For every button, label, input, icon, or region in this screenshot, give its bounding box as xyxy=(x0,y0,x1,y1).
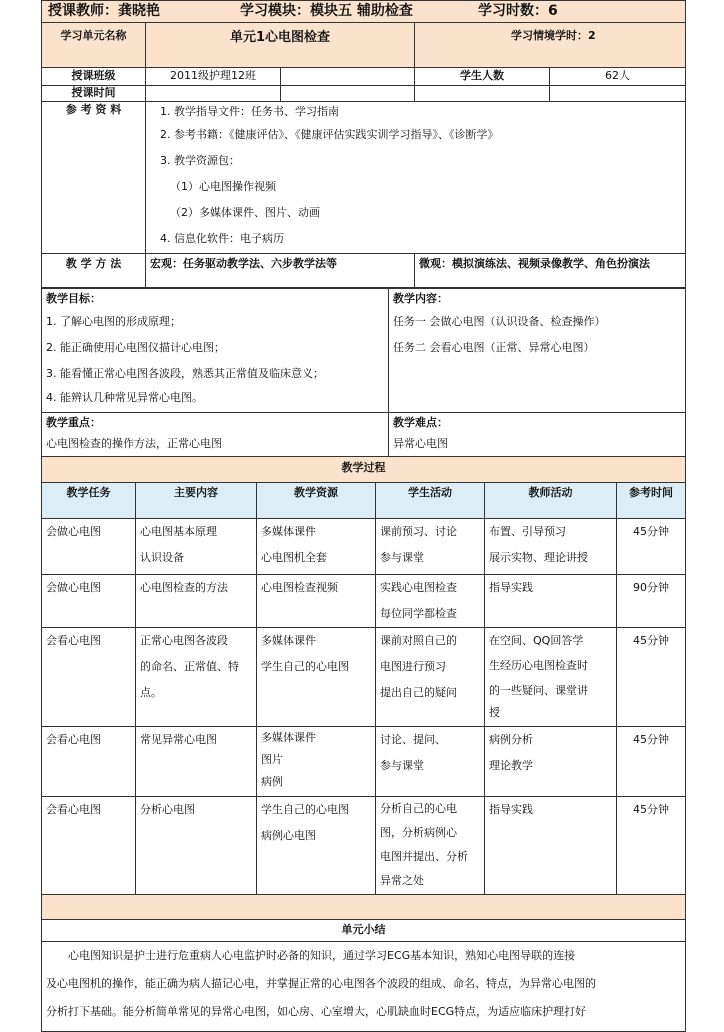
situation-hours: 学习情境学时：2 xyxy=(415,23,686,68)
col-header-content: 主要内容 xyxy=(136,483,257,519)
document-header-bar xyxy=(41,0,686,23)
refs-item: 1. 教学指导文件：任务书、学习指南 xyxy=(160,105,339,118)
row-student-line: 实践心电图检查 xyxy=(380,581,457,594)
content-title: 教学内容： xyxy=(393,292,448,305)
row-teacher xyxy=(485,519,617,575)
row-resource-line: 心电图机全套 xyxy=(261,551,327,564)
row-task: 会看心电图 xyxy=(42,797,136,895)
row-student xyxy=(376,797,485,895)
row-student xyxy=(376,727,485,797)
row-time: 45分钟 xyxy=(617,519,686,575)
row-student-line: 参与课堂 xyxy=(380,759,424,772)
row-teacher-line: 的一些疑问、课堂讲 xyxy=(489,684,588,697)
row-student xyxy=(376,575,485,628)
process-footer-band xyxy=(42,895,686,920)
table-row xyxy=(42,628,686,727)
row-teacher-line: 布置、引导预习 xyxy=(489,525,566,538)
row-student-line: 讨论、提问、 xyxy=(380,733,446,746)
module-label: 学习模块：模块五 辅助检查 xyxy=(240,3,413,19)
row-student-line: 电图进行预习 xyxy=(380,660,446,673)
row-teacher-line: 在空间、QQ回答学 xyxy=(489,634,584,647)
method-macro: 宏观：任务驱动教学法、六步教学法等 xyxy=(146,254,415,288)
teaching-process-table xyxy=(41,456,686,1032)
summary-body xyxy=(42,942,686,1032)
col-header-student: 学生活动 xyxy=(376,483,485,519)
row-time: 45分钟 xyxy=(617,797,686,895)
row-content-line: 点。 xyxy=(140,686,162,699)
row-resource-line: 病例心电图 xyxy=(261,829,316,842)
row-resource-line: 多媒体课件 xyxy=(261,634,316,647)
row-resources xyxy=(257,575,376,628)
table-row xyxy=(42,797,686,895)
row-content-line: 心电图检查的方法 xyxy=(140,581,228,594)
row-content-line: 正常心电图各波段 xyxy=(140,634,228,647)
row-teacher xyxy=(485,575,617,628)
row-resources xyxy=(257,727,376,797)
refs-item: 4. 信息化软件：电子病历 xyxy=(160,232,284,245)
row-resource-line: 学生自己的心电图 xyxy=(261,803,349,816)
row-content-line: 的命名、正常值、特 xyxy=(140,660,239,673)
row-teacher-line: 理论教学 xyxy=(489,759,533,772)
key-text: 心电图检查的操作方法，正常心电图 xyxy=(46,437,222,450)
refs-list xyxy=(146,102,686,254)
table-row xyxy=(42,727,686,797)
unit-name: 单元1心电图检查 xyxy=(146,23,415,68)
row-resources xyxy=(257,519,376,575)
col-header-teacher: 教师活动 xyxy=(485,483,617,519)
objective-item: 4. 能辨认几种常见异常心电图。 xyxy=(46,391,203,404)
row-student-line: 分析自己的心电 xyxy=(380,802,457,815)
row-task: 会做心电图 xyxy=(42,519,136,575)
row-resource-line: 多媒体课件 xyxy=(261,525,316,538)
difficult-point-cell xyxy=(389,413,686,457)
class-label: 授课班级 xyxy=(42,68,146,86)
row-resource-line: 病例 xyxy=(261,775,283,788)
time-label: 授课时间 xyxy=(42,86,146,102)
refs-label: 参 考 资 料 xyxy=(42,102,146,254)
row-student-line: 电图并提出、分析 xyxy=(380,850,468,863)
row-teacher-line: 授 xyxy=(489,706,500,719)
method-micro: 微观：模拟演练法、视频录像教学、角色扮演法 xyxy=(415,254,686,288)
summary-line: 心电图知识是护士进行危重病人心电监护时必备的知识，通过学习ECG基本知识，熟知心电图导联的连接 xyxy=(68,949,576,962)
summary-title: 单元小结 xyxy=(42,920,686,942)
method-label: 教 学 方 法 xyxy=(42,254,146,288)
table-row xyxy=(42,519,686,575)
students-label: 学生人数 xyxy=(415,68,550,86)
row-resource-line: 心电图检查视频 xyxy=(261,581,338,594)
row-content-line: 分析心电图 xyxy=(140,803,195,816)
row-teacher-line: 指导实践 xyxy=(489,581,533,594)
objective-item: 2. 能正确使用心电图仪描计心电图； xyxy=(46,341,225,354)
row-resource-line: 图片 xyxy=(261,753,283,766)
row-student xyxy=(376,628,485,727)
row-teacher-line: 病例分析 xyxy=(489,733,533,746)
row-resource-line: 多媒体课件 xyxy=(261,731,316,744)
row-content xyxy=(136,727,257,797)
objective-item: 1. 了解心电图的形成原理； xyxy=(46,315,181,328)
row-teacher-line: 指导实践 xyxy=(489,803,533,816)
row-content xyxy=(136,519,257,575)
table-row xyxy=(42,575,686,628)
hours-label: 学习时数：6 xyxy=(478,3,558,19)
row-time: 45分钟 xyxy=(617,628,686,727)
summary-line: 及心电图机的操作，能正确为病人描记心电，并掌握正常的心电图各个波段的组成、命名、特点，为异常心电图的 xyxy=(46,977,596,990)
row-teacher xyxy=(485,797,617,895)
objectives-title: 教学目标： xyxy=(46,292,101,305)
class-value: 2011级护理12班 xyxy=(146,68,281,86)
row-student-line: 提出自己的疑问 xyxy=(380,686,457,699)
unit-name-label: 学习单元名称 xyxy=(42,23,146,68)
row-resources xyxy=(257,797,376,895)
row-student-line: 课前预习、讨论 xyxy=(380,525,457,538)
content-item: 任务一 会做心电图（认识设备、检查操作） xyxy=(393,315,606,328)
row-content xyxy=(136,797,257,895)
process-title: 教学过程 xyxy=(42,457,686,483)
row-content-line: 心电图基本原理 xyxy=(140,525,217,538)
row-time: 45分钟 xyxy=(617,727,686,797)
teaching-goals-table xyxy=(41,288,686,457)
row-student-line: 参与课堂 xyxy=(380,551,424,564)
objectives-cell xyxy=(42,289,389,413)
row-student-line: 每位同学都检查 xyxy=(380,607,457,620)
row-student-line: 异常之处 xyxy=(380,874,424,887)
teacher-label: 授课教师：龚晓艳 xyxy=(48,3,160,19)
row-content xyxy=(136,628,257,727)
row-resources xyxy=(257,628,376,727)
row-teacher xyxy=(485,727,617,797)
content-cell xyxy=(389,289,686,413)
col-header-time: 参考时间 xyxy=(617,483,686,519)
row-student xyxy=(376,519,485,575)
col-header-resources: 教学资源 xyxy=(257,483,376,519)
row-task: 会看心电图 xyxy=(42,628,136,727)
row-teacher-line: 展示实物、理论讲授 xyxy=(489,551,588,564)
difficult-text: 异常心电图 xyxy=(393,437,448,450)
row-content-line: 认识设备 xyxy=(140,551,184,564)
row-content xyxy=(136,575,257,628)
col-header-task: 教学任务 xyxy=(42,483,136,519)
refs-item: （1）心电图操作视频 xyxy=(170,180,276,193)
row-task: 会做心电图 xyxy=(42,575,136,628)
row-resource-line: 学生自己的心电图 xyxy=(261,660,349,673)
objective-item: 3. 能看懂正常心电图各波段，熟悉其正常值及临床意义； xyxy=(46,367,324,380)
refs-item: （2）多媒体课件、图片、动画 xyxy=(170,206,320,219)
summary-line: 分析打下基础。能分析简单常见的异常心电图，如心房、心室增大，心肌缺血时ECG特点，为适应临床护理打好 xyxy=(46,1005,587,1018)
key-title: 教学重点： xyxy=(46,416,101,429)
course-info-table xyxy=(41,22,686,288)
row-content-line: 常见异常心电图 xyxy=(140,733,217,746)
students-value: 62人 xyxy=(550,68,686,86)
row-teacher xyxy=(485,628,617,727)
refs-item: 3. 教学资源包： xyxy=(160,154,240,167)
key-point-cell xyxy=(42,413,389,457)
row-student-line: 图，分析病例心 xyxy=(380,826,457,839)
difficult-title: 教学难点： xyxy=(393,416,448,429)
row-time: 90分钟 xyxy=(617,575,686,628)
row-student-line: 课前对照自己的 xyxy=(380,634,457,647)
content-item: 任务二 会看心电图（正常、异常心电图） xyxy=(393,341,595,354)
row-teacher-line: 生经历心电图检查时 xyxy=(489,659,588,672)
row-task: 会看心电图 xyxy=(42,727,136,797)
refs-item: 2. 参考书籍：《健康评估》、《健康评估实践实训学习指导》、《诊断学》 xyxy=(160,128,499,141)
